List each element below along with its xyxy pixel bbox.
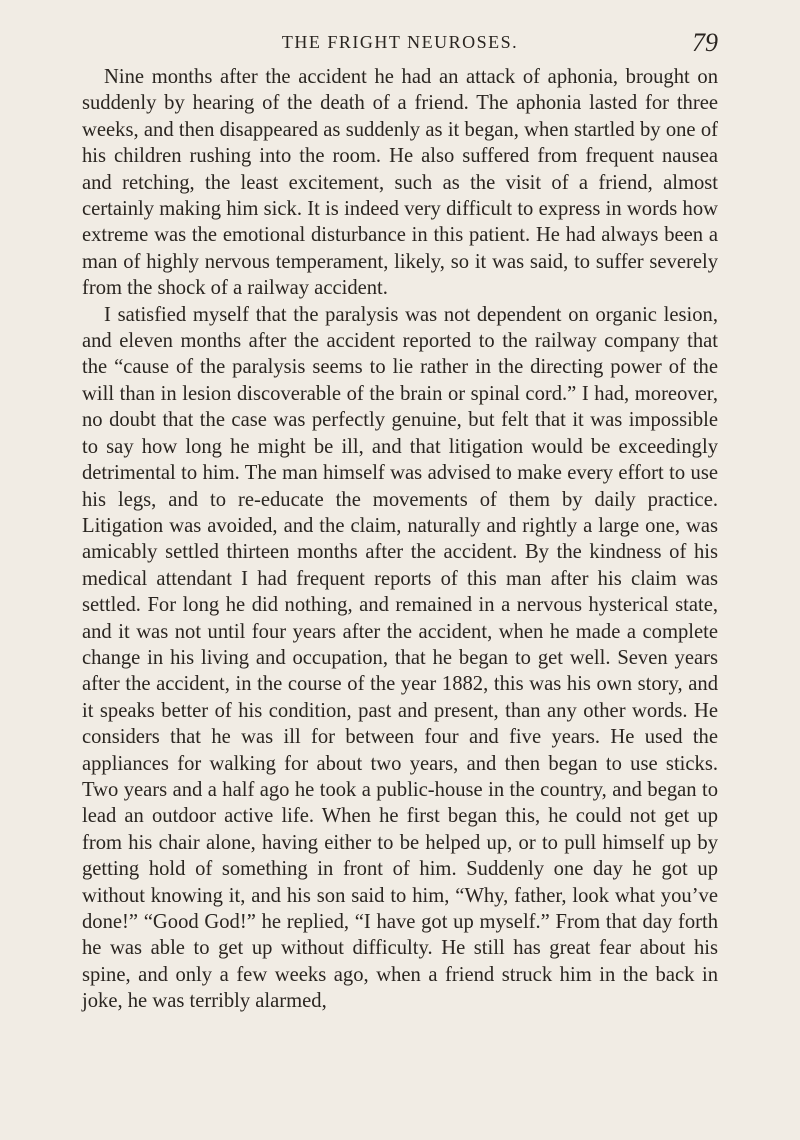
- page-number: 79: [692, 28, 718, 57]
- running-head: [82, 18, 718, 58]
- paragraph-aphonia: Nine months after the accident he had an attack of aphonia, brought on suddenly by hearing of the death of a friend. The aphonia lasted for three weeks, and then disappeared as suddenly as it began, when startled by one of his children rushing into the room. He also suffered from frequent nausea and retching, the least excitement, such as the visit of a friend, almost certainly making him sick. It is indeed very difficult to express in words how extreme was the emotional disturbance in this patient. He had always been a man of highly nervous temperament, likely, so it was said, to suffer severely from the shock of a railway accident.: [82, 66, 718, 300]
- running-title: THE FRIGHT NEUROSES.: [281, 32, 519, 52]
- paragraph-paralysis: I satisfied myself that the paralysis was not dependent on organic lesion, and eleven months after the accident reported to the railway company that the “cause of the paralysis seems to lie rather in the directing power of the will than in lesion discoverable of the brain or spinal cord.” I had, moreover, no doubt that the case was perfectly genuine, but felt that it was impossible to say how long he might be ill, and that litigation would be exceedingly detrimental to him. The man himself was advised to make every effort to use his legs, and to re-educate the movements of them by daily practice. Litigation was avoided, and the claim, naturally and rightly a large one, was amicably settled thirteen months after the accident. By the kindness of his medical attendant I had frequent reports of this man after his claim was settled. For long he did nothing, and remained in a nervous hysterical state, and it was not until four years after the accident, when he made a complete change in his living and occupation, that he began to get well. Seven years after the accident, in the course of the year 1882, this was his own story, and it speaks better of his condition, past and present, than any other words. He considers that he was ill for between four and five years. He used the appliances for walking for about two years, and then began to use sticks. Two years and a half ago he took a public-house in the country, and began to lead an outdoor active life. When he first began this, he could not get up from his chair alone, having either to be helped up, or to pull himself up by getting hold of something in front of him. Suddenly one day he got up without knowing it, and his son said to him, “Why, father, look what you’ve done!” “Good God!” he replied, “I have got up myself.” From that day forth he was able to get up without difficulty. He still has great fear about his spine, and only a few weeks ago, when a friend struck him in the back in joke, he was terribly alarmed,: [82, 303, 718, 1013]
- body-text: [82, 64, 718, 1015]
